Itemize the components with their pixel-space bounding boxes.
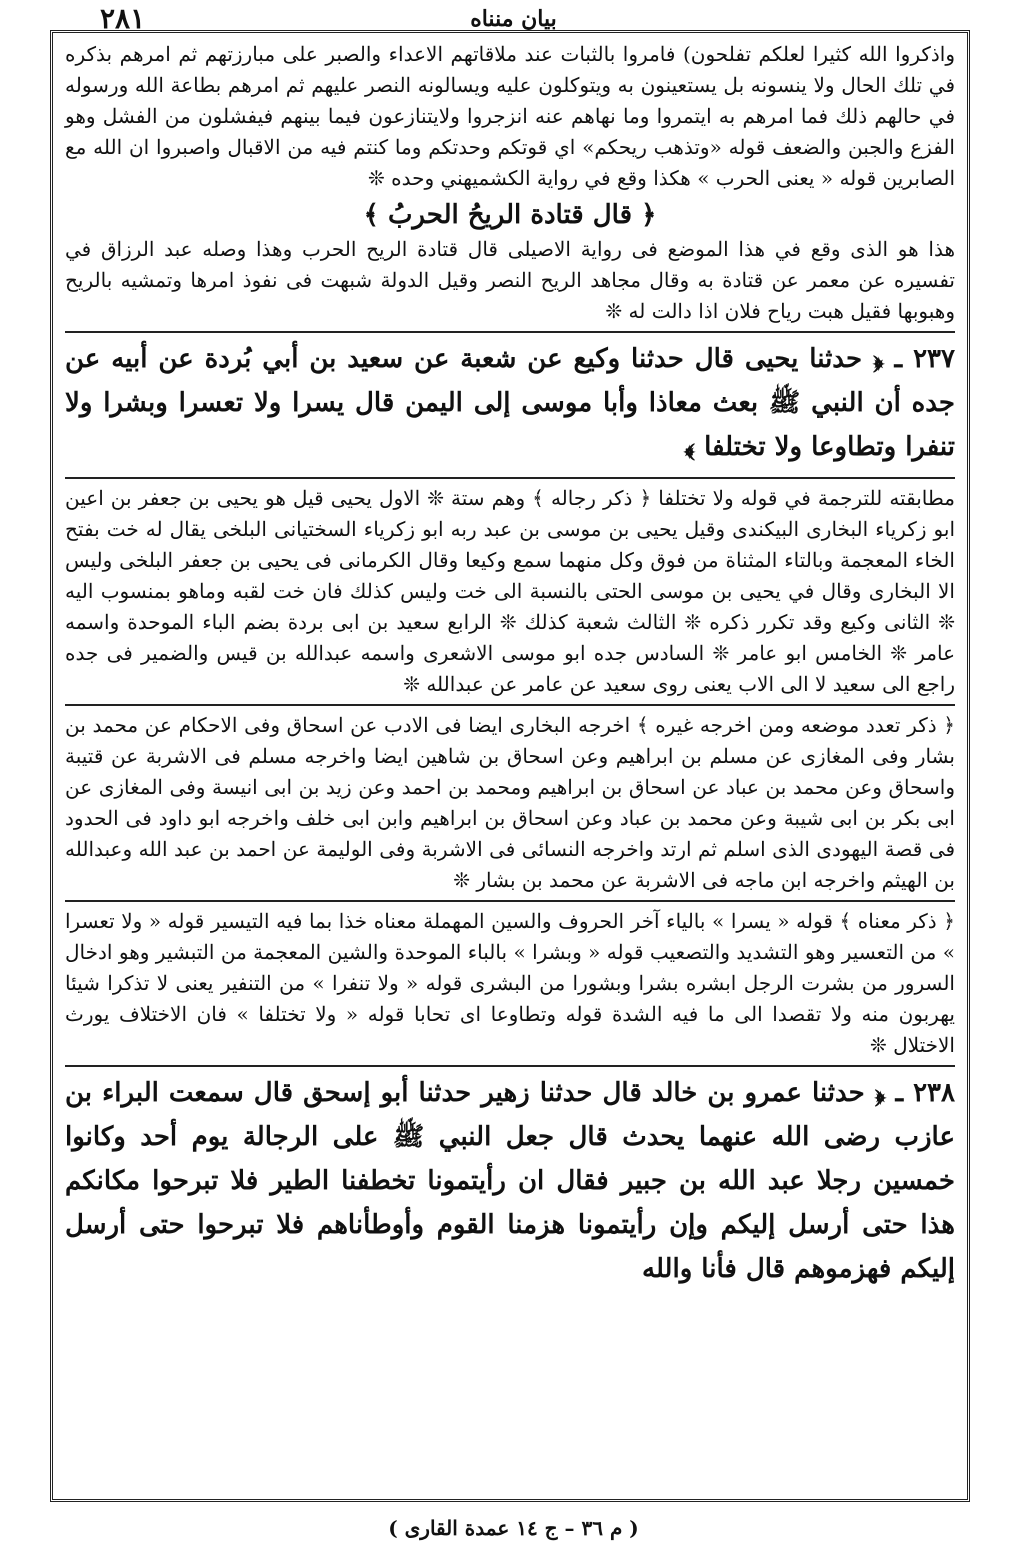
commentary-paragraph-3: مطابقته للترجمة في قوله ولا تختلفا ﴿ ذكر رجاله ﴾ وهم ستة ❊ الاول يحيى قيل هو يحيى بن جعفر بن اعين ابو زكرياء البخارى البيكندى وقيل يحيى بن موسى بن عبد ربه ابو زكرياء السختيانى البلخى يقال له خت بفتح الخاء المعجمة وبالتاء المثناة من فوق وكل منهما سمع وكيعا وقال الكرمانى فى يحيى بن جعفر البلخى وليس الا البخارى وقال في يحيى بن موسى الحتى بالنسبة الى خت وليس كذلك فان خت لقبه وماهو بمنسوب اليه ❊ الثانى وكيع وقد تكرر ذكره ❊ الثالث شعبة كذلك ❊ الرابع سعيد بن ابى بردة بضم الباء الموحدة واسمه عامر ❊ الخامس ابو عامر ❊ السادس جده ابو موسى الاشعرى واسمه عبدالله بن قيس والضمير فى جده راجع الى سعيد لا الى الاب يعنى روى سعيد عن عامر عن عبدالله ❊ — [65, 486, 955, 696]
commentary-paragraph-2: هذا هو الذى وقع في هذا الموضع فى رواية الاصيلى قال قتادة الريح الحرب وهذا وصله عبد الرزاق في تفسيره عن معمر عن قتادة به وقال مجاهد الريح النصر وقيل الدولة شبهت فى نفوذ امرها وتمشيه بالريح وهبوبها فقيل هبت رياح فلان اذا دالت له ❊ — [65, 237, 955, 323]
divider — [65, 1065, 955, 1067]
page-number: ٢٨١ — [100, 2, 146, 35]
divider — [65, 704, 955, 706]
divider — [65, 477, 955, 479]
hadith-238: ٢٣٨ ـ ﴿ حدثنا عمرو بن خالد قال حدثنا زهير حدثنا أبو إسحق قال سمعت البراء بن عازب رضى الله عنهما يحدث قال جعل النبي ﷺ على الرجالة يوم أحد وكانوا خمسين رجلا عبد الله بن جبير فقال ان رأيتمونا تخطفنا الطير فلا تبرحوا مكانكم هذا حتى أرسل إليكم وإن رأيتمونا هزمنا القوم وأوطأناهم فلا تبرحوا حتى أرسل إليكم فهزموهم قال فأنا والله — [65, 1078, 955, 1284]
text-frame — [50, 30, 970, 1502]
commentary-paragraph-4: ﴿ ذكر تعدد موضعه ومن اخرجه غيره ﴾ اخرجه البخارى ايضا فى الادب عن اسحاق وفى الاحكام عن محمد بن بشار وفى المغازى عن مسلم بن ابراهيم وعن اسحاق بن شاهين ايضا واخرجه مسلم فى الاشربة عن قتيبة واسحاق وعن محمد بن عباد عن اسحاق بن ابراهيم ومحمد بن احمد وعن زيد بن ابى انيسة وفى المغازى عن ابى بكر بن ابى شيبة وعن محمد بن عباد وعن اسحاق بن ابراهيم وابن ابى خلف واخرجه ابو داود فى الحدود فى قصة اليهودى الذى اسلم ثم ارتد واخرجه النسائى فى الاشربة وفى الوليمة عن احمد بن عبد الله وعبدالله بن الهيثم واخرجه ابن ماجه فى الاشربة عن محمد بن بشار ❊ — [65, 713, 955, 892]
commentary-paragraph-5: ﴿ ذكر معناه ﴾ قوله « يسرا » بالياء آخر الحروف والسين المهملة معناه خذا بما فيه التيسير قوله « ولا تعسرا » من التعسير وهو التشديد والتصعيب قوله « وبشرا » بالباء الموحدة والشين المعجمة من التبشير وهو ادخال السرور من بشرت الرجل ابشره بشرا وبشورا من البشرى قوله « ولا تنفرا » من التنفير يعنى لا تذكرا شيئا يهربون منه ولا تقصدا الى ما فيه الشدة قوله وتطاوعا اى تحابا قوله « ولا تختلفا » فان الاختلاف يورث الاختلال ❊ — [65, 909, 955, 1057]
hadith-237: ٢٣٧ ـ ﴿ حدثنا يحيى قال حدثنا وكيع عن شعبة عن سعيد بن أبي بُردة عن أبيه عن جده أن النبي ﷺ بعث معاذا وأبا موسى إلى اليمن قال يسرا ولا تعسرا وبشرا ولا تنفرا وتطاوعا ولا تختلفا ﴾ — [65, 344, 955, 462]
section-title: ﴿ قال قتادة الريحُ الحربُ ﴾ — [363, 200, 657, 230]
divider — [65, 331, 955, 333]
running-title: بيان منناه — [470, 6, 557, 32]
printer-signature: ( م ٣٦ – ج ١٤ عمدة القارى ) — [388, 1516, 639, 1540]
divider — [65, 900, 955, 902]
commentary-paragraph-1: واذكروا الله كثيرا لعلكم تفلحون) فامروا بالثبات عند ملاقاتهم الاعداء والصبر على مبارزتهم ثم امرهم بذكره في تلك الحال ولا ينسونه بل يستعينون به ويتوكلون عليه ويسالونه النصر عليهم ثم امرهم بطاعة الله ورسوله في حالهم ذلك فما امرهم به ايتمروا وما نهاهم عنه انزجروا ولايتنازعون فيما بينهم فيفشلون من الفشل وهو الفزع والجبن والضعف قوله «وتذهب ريحكم» اي قوتكم وحدتكم وما كنتم فيه من الاقبال واصبروا ان الله مع الصابرين قوله « يعنى الحرب » هكذا وقع في رواية الكشميهني وحده ❊ — [65, 42, 955, 190]
